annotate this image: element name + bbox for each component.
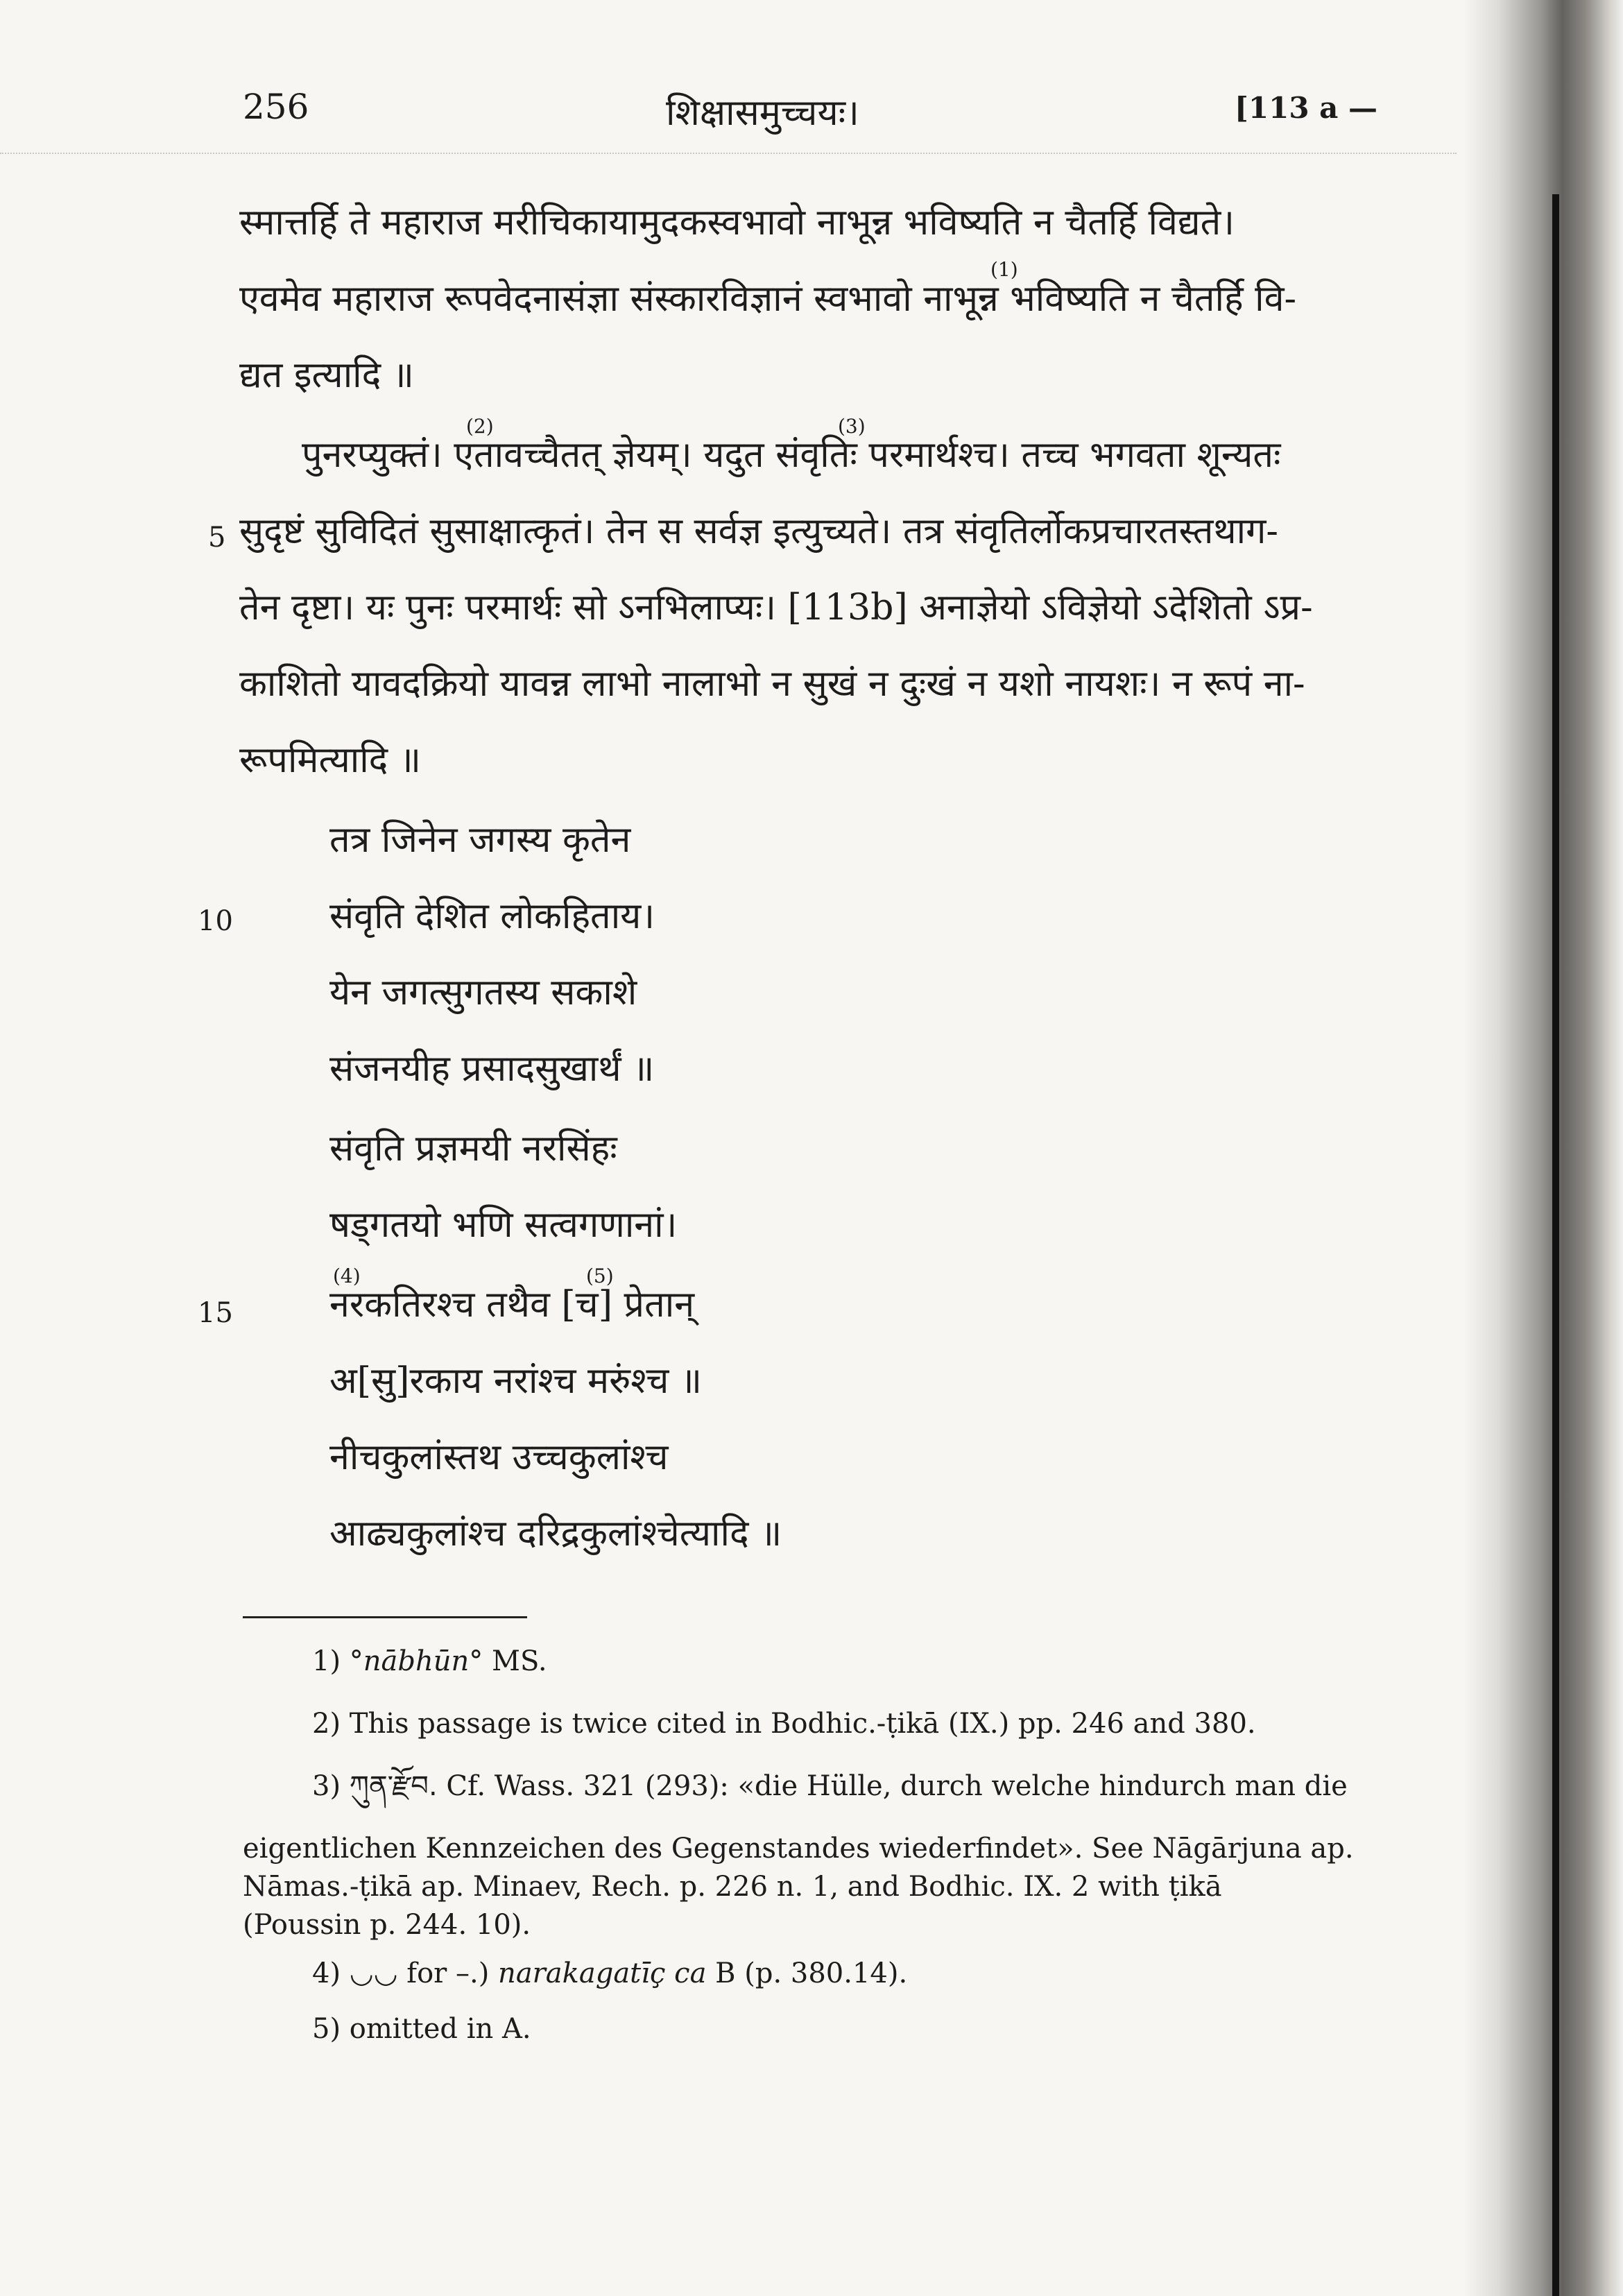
verse-line-6: षड्गतयो भणि सत्वगणानां। xyxy=(329,1204,678,1246)
footnote-mark-1: (1) xyxy=(990,258,1018,281)
body-line-7: काशितो यावदक्रियो यावन्न लाभो नालाभो न सुखं न दुःखं न यशो नायशः। न रूपं ना- xyxy=(239,663,1305,705)
line-number-10: 10 xyxy=(198,905,233,937)
footnote-3: 3) ཀུན་རྫོབ. Cf. Wass. 321 (293): «die Hülle, durch welche hindurch man die xyxy=(312,1770,1348,1802)
footnote-5: 5) omitted in A. xyxy=(312,2013,531,2045)
footnote-mark-2: (2) xyxy=(466,415,494,438)
body-line-5: सुदृष्टं सुविदितं सुसाक्षात्कृतं। तेन स सर्वज्ञ इत्युच्यते। तत्र संवृतिर्लोकप्रचारतस्तथाग- xyxy=(239,511,1278,552)
folio-reference: [113 a — xyxy=(1235,91,1378,125)
body-line-3: द्यत इत्यादि ॥ xyxy=(239,354,414,396)
body-line-1: स्मात्तर्हि ते महाराज मरीचिकायामुदकस्वभावो नाभून्न भविष्यति न चैतर्हि विद्यते। xyxy=(239,202,1235,243)
header-divider xyxy=(0,153,1457,154)
verse-line-3: येन जगत्सुगतस्य सकाशे xyxy=(329,972,637,1013)
verse-line-9: नीचकुलांस्तथ उच्चकुलांश्च xyxy=(329,1437,669,1478)
page-binding-shadow xyxy=(1463,0,1623,2296)
page-number: 256 xyxy=(243,87,309,127)
binding-edge xyxy=(1552,194,1559,2296)
footnote-3-line-3: Nāmas.-ṭikā ap. Minaev, Rech. p. 226 n. 1, and Bodhic. IX. 2 with ṭikā xyxy=(243,1871,1222,1903)
running-title: शिक्षासमुच्चयः। xyxy=(666,92,859,134)
verse-line-4: संजनयीह प्रसादसुखार्थं ॥ xyxy=(329,1048,655,1090)
footnote-3-line-2: eigentlichen Kennzeichen des Gegenstandes wiederfindet». See Nāgārjuna ap. xyxy=(243,1833,1354,1865)
footnote-2: 2) This passage is twice cited in Bodhic.-ṭikā (IX.) pp. 246 and 380. xyxy=(312,1708,1256,1740)
footnote-mark-4: (4) xyxy=(333,1265,361,1287)
verse-line-7: नरकतिरश्च तथैव [च] प्रेतान् xyxy=(329,1284,695,1326)
footnote-mark-5: (5) xyxy=(586,1265,614,1287)
page-header xyxy=(0,87,1457,142)
line-number-15: 15 xyxy=(198,1297,233,1329)
verse-line-10: आढ्यकुलांश्च दरिद्रकुलांश्चेत्यादि ॥ xyxy=(329,1513,782,1554)
body-line-4: पुनरप्युक्तं। एतावच्चैतत् ज्ञेयम्। यदुत संवृतिः परमार्थश्च। तच्च भगवता शून्यतः xyxy=(302,434,1281,476)
body-line-6: तेन दृष्टा। यः पुनः परमार्थः सो ऽनभिलाप्यः। [113b] अनाज्ञेयो ऽविज्ञेयो ऽदेशितो ऽप्र- xyxy=(239,587,1313,628)
footnote-rule xyxy=(243,1616,527,1618)
footnote-1: 1) °nābhūn° MS. xyxy=(312,1645,547,1677)
footnote-3-line-4: (Poussin p. 244. 10). xyxy=(243,1909,531,1941)
verse-line-5: संवृति प्रज्ञमयी नरसिंहः xyxy=(329,1128,617,1170)
verse-line-8: अ[सु]रकाय नरांश्च मरुंश्च ॥ xyxy=(329,1360,703,1402)
footnote-4: 4) ◡◡ for –.) narakagatīç ca B (p. 380.14). xyxy=(312,1957,908,1989)
line-number-5: 5 xyxy=(208,522,226,554)
verse-line-2: संवृति देशित लोकहिताय। xyxy=(329,896,655,937)
verse-line-1: तत्र जिनेन जगस्य कृतेन xyxy=(329,819,631,861)
footnote-mark-3: (3) xyxy=(838,415,866,438)
body-line-8: रूपमित्यादि ॥ xyxy=(239,739,421,781)
body-line-2: एवमेव महाराज रूपवेदनासंज्ञा संस्कारविज्ञानं स्वभावो नाभून्न भविष्यति न चैतर्हि वि- xyxy=(239,278,1297,320)
